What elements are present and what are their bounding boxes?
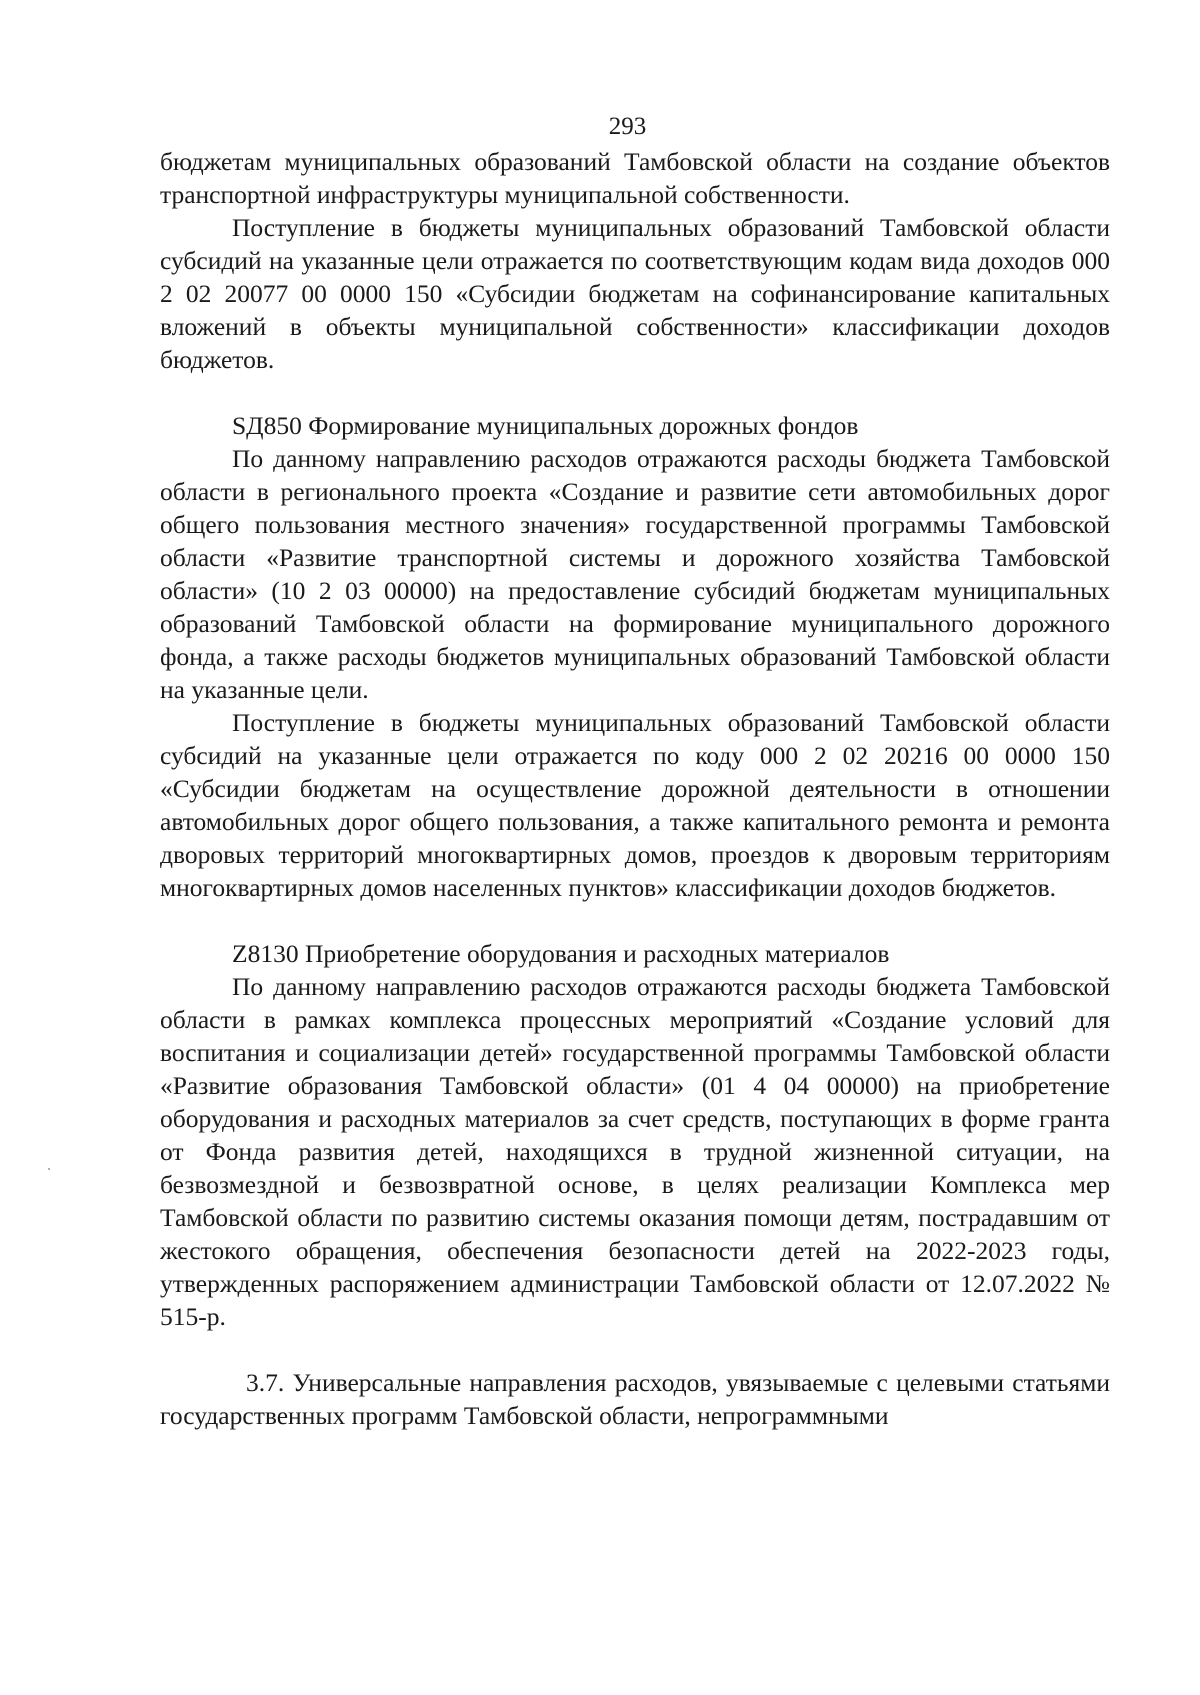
section-heading-3-7: 3.7. Универсальные направления расходов, увязываемые с целевыми статьями государственных программ Тамбовской области, непрограммными xyxy=(160,1368,1110,1430)
spacer xyxy=(160,1333,1110,1366)
paragraph-z8130-description: По данному направлению расходов отражаются расходы бюджета Тамбовской области в рамках комплекса процессных мероприятий «Создание условий для воспитания и социализации детей» государственной программы Тамбовской области «Развитие образования Тамбовской области» (01 4 04 00000) на приобретение оборудования и расходных материалов за счет средств, поступающих в форме гранта от Фонда развития детей, находящихся в трудной жизненной ситуации, на безвозмездной и безвозвратной основе, в целях реализации Комплекса мер Тамбовской области по развитию системы оказания помощи детям, пострадавшим от жестокого обращения, обеспечения безопасности детей на 2022-2023 годы, утвержденных распоряжением администрации Тамбовской области от 12.07.2022 № 515-р. xyxy=(160,972,1110,1331)
paragraph-sd850-description: По данному направлению расходов отражаются расходы бюджета Тамбовской области в регионального проекта «Создание и развитие сети автомобильных дорог общего пользования местного значения» государственной программы Тамбовской области «Развитие транспортной системы и дорожного хозяйства Тамбовской области» (10 2 03 00000) на предоставление субсидий бюджетам муниципальных образований Тамбовской области на формирование муниципального дорожного фонда, а также расходы бюджетов муниципальных образований Тамбовской области на указанные цели. xyxy=(160,444,1110,704)
heading-sd850: SД850 Формирование муниципальных дорожных фондов xyxy=(232,411,859,440)
page-number: 293 xyxy=(608,113,647,140)
document-body xyxy=(160,145,1110,1432)
spacer xyxy=(160,376,1110,409)
spacer xyxy=(160,904,1110,937)
paragraph-income-codes-20077: Поступление в бюджеты муниципальных образований Тамбовской области субсидий на указанные цели отражается по соответствующим кодам вида доходов 000 2 02 20077 00 0000 150 «Субсидии бюджетам на софинансирование капитальных вложений в объекты муниципальной собственности» классификации доходов бюджетов. xyxy=(160,213,1110,374)
margin-speck xyxy=(48,1168,50,1170)
heading-z8130: Z8130 Приобретение оборудования и расходных материалов xyxy=(232,939,890,968)
paragraph-subsidy-purpose: бюджетам муниципальных образований Тамбовской области на создание объектов транспортной инфраструктуры муниципальной собственности. xyxy=(160,147,1110,209)
paragraph-income-codes-20216: Поступление в бюджеты муниципальных образований Тамбовской области субсидий на указанные цели отражается по коду 000 2 02 20216 00 0000 150 «Субсидии бюджетам на осуществление дорожной деятельности в отношении автомобильных дорог общего пользования, а также капитального ремонта и ремонта дворовых территорий многоквартирных домов, проездов к дворовым территориям многоквартирных домов населенных пунктов» классификации доходов бюджетов. xyxy=(160,708,1110,902)
